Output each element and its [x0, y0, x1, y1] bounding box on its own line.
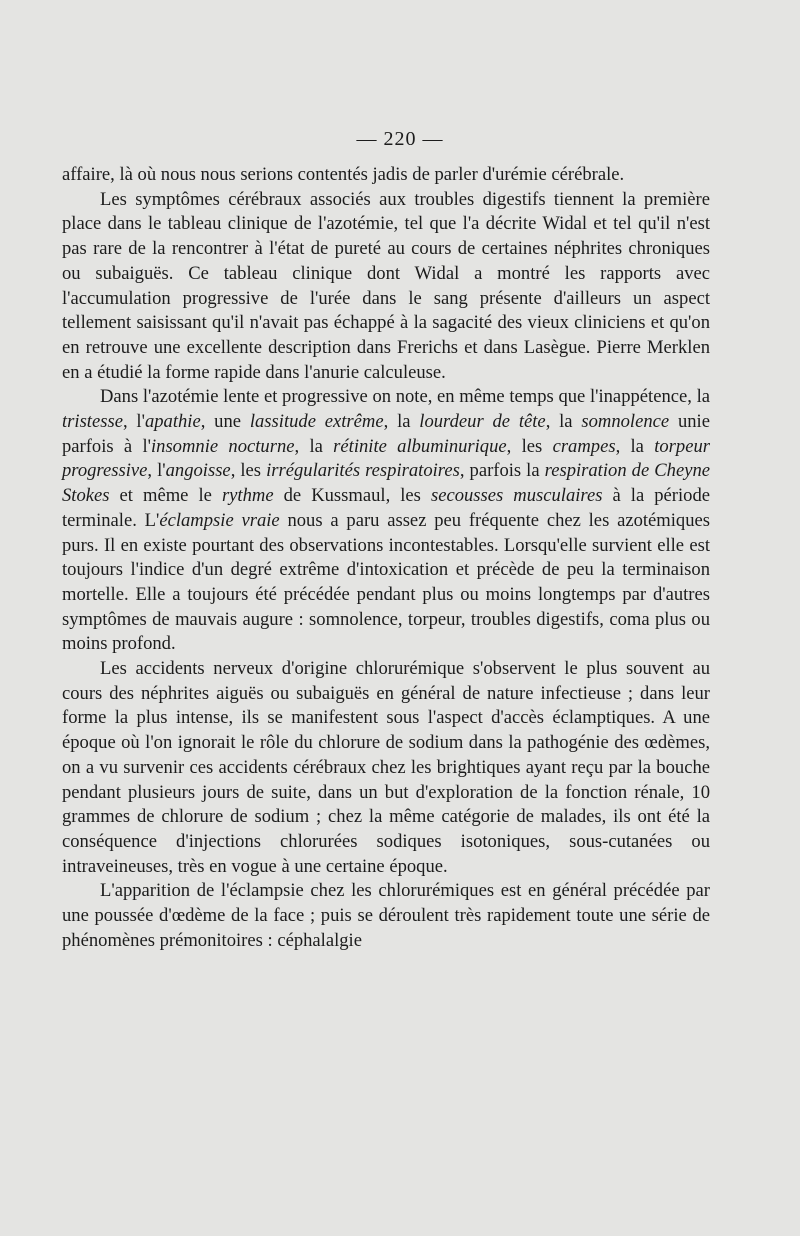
text-run: affaire, là où nous nous serions contentés jadis de parler d'urémie cérébrale.: [62, 164, 625, 185]
italic-term: apathie: [144, 411, 201, 433]
paragraph: [62, 385, 710, 657]
paragraph: [62, 657, 710, 879]
italic-term: lourdeur de tête: [419, 411, 546, 433]
italic-term: secousses musculaires: [430, 485, 603, 507]
italic-term: rythme: [221, 485, 274, 507]
text-run: à la période terminale. L': [62, 485, 710, 531]
paragraph: [62, 879, 710, 953]
italic-term: insomnie nocturne: [150, 435, 295, 457]
text-run: , la: [615, 435, 655, 457]
italic-term: rétinite albuminurique: [333, 435, 507, 457]
text-run: , l': [147, 460, 166, 482]
text-run: , une: [200, 411, 250, 433]
italic-term: torpeur progressive: [62, 435, 710, 482]
text-run: Dans l'azotémie lente et progressive on note, en même temps que l'inappétence, la: [100, 386, 710, 408]
italic-term: respiration de Cheyne Stokes: [62, 460, 710, 507]
text-run: , l': [122, 411, 145, 433]
body-text: [62, 163, 710, 954]
italic-term: angoisse: [165, 460, 231, 482]
text-run: Les symptômes cérébraux associés aux troubles digestifs tiennent la première place dans le tableau clinique de l'azotémie, tel que l'a décrite Widal et tel qu'il n'est pas rare de la rencontrer à l'état de pureté au cours de certaines néphrites chroniques ou subaiguës. Ce tableau clinique dont Widal a montré les rapports avec l'accumulation progressive de l'urée dans le sang présente d'ailleurs un aspect tellement saisissant qu'il n'avait pas échappé à la sagacité des vieux cliniciens et qu'on en retrouve une excellente description dans Frerichs et dans Lasègue. Pierre Merklen en a étudié la forme rapide dans l'anurie calculeuse.: [62, 188, 710, 383]
italic-term: crampes: [552, 435, 616, 457]
text-run: L'apparition de l'éclampsie chez les chlorurémiques est en général précédée par une poussée d'œdème de la face ; puis se déroulent très rapidement toute une série de phénomènes prémonitoires : céphalalgie: [62, 880, 710, 951]
paragraph: [62, 188, 710, 386]
italic-term: lassitude extrême: [249, 411, 384, 433]
text-run: , parfois la: [459, 460, 545, 482]
text-run: et même le: [109, 485, 222, 507]
paragraph: [62, 163, 710, 188]
page-number: — 220 —: [356, 128, 444, 150]
text-run: Les accidents nerveux d'origine chlorurémique s'observent le plus souvent au cours des néphrites aiguës ou subaiguës en général de nature infectieuse ; dans leur forme la plus intense, ils se manifestent sous l'aspect d'accès éclamptiques. A une époque où l'on ignorait le rôle du chlorure de sodium dans la pathogénie des œdèmes, on a vu survenir ces accidents cérébraux chez les brightiques ayant reçu par la bouche pendant plusieurs jours de suite, dans un but d'exploration de la fonction rénale, 10 grammes de chlorure de sodium ; chez la même catégorie de malades, ils ont été la conséquence d'injections chlorurées sodiques isotoniques, sous-cutanées ou intraveineuses, très en vogue à une certaine époque.: [62, 658, 710, 877]
text-run: , la: [383, 411, 420, 433]
text-run: de Kussmaul, les: [273, 485, 431, 507]
italic-term: somnolence: [581, 411, 670, 433]
italic-term: irrégularités respiratoires: [266, 460, 460, 482]
text-run: nous a paru assez peu fréquente chez les azotémiques purs. Il en existe pourtant des observations incontestables. Lorsqu'elle survient elle est toujours l'indice d'un degré extrême d'intoxication et précède de peu la terminaison mortelle. Elle a toujours été précédée pendant plus ou moins longtemps par d'autres symptômes de mauvais augure : somnolence, torpeur, troubles digestifs, coma plus ou moins profond.: [62, 509, 711, 655]
italic-term: éclampsie vraie: [159, 509, 280, 531]
text-run: , la: [545, 411, 582, 433]
text-run: , la: [294, 435, 334, 457]
text-run: , les: [506, 435, 553, 457]
italic-term: tristesse: [62, 411, 123, 433]
text-run: unie parfois à l': [62, 411, 710, 457]
text-run: , les: [230, 460, 267, 482]
